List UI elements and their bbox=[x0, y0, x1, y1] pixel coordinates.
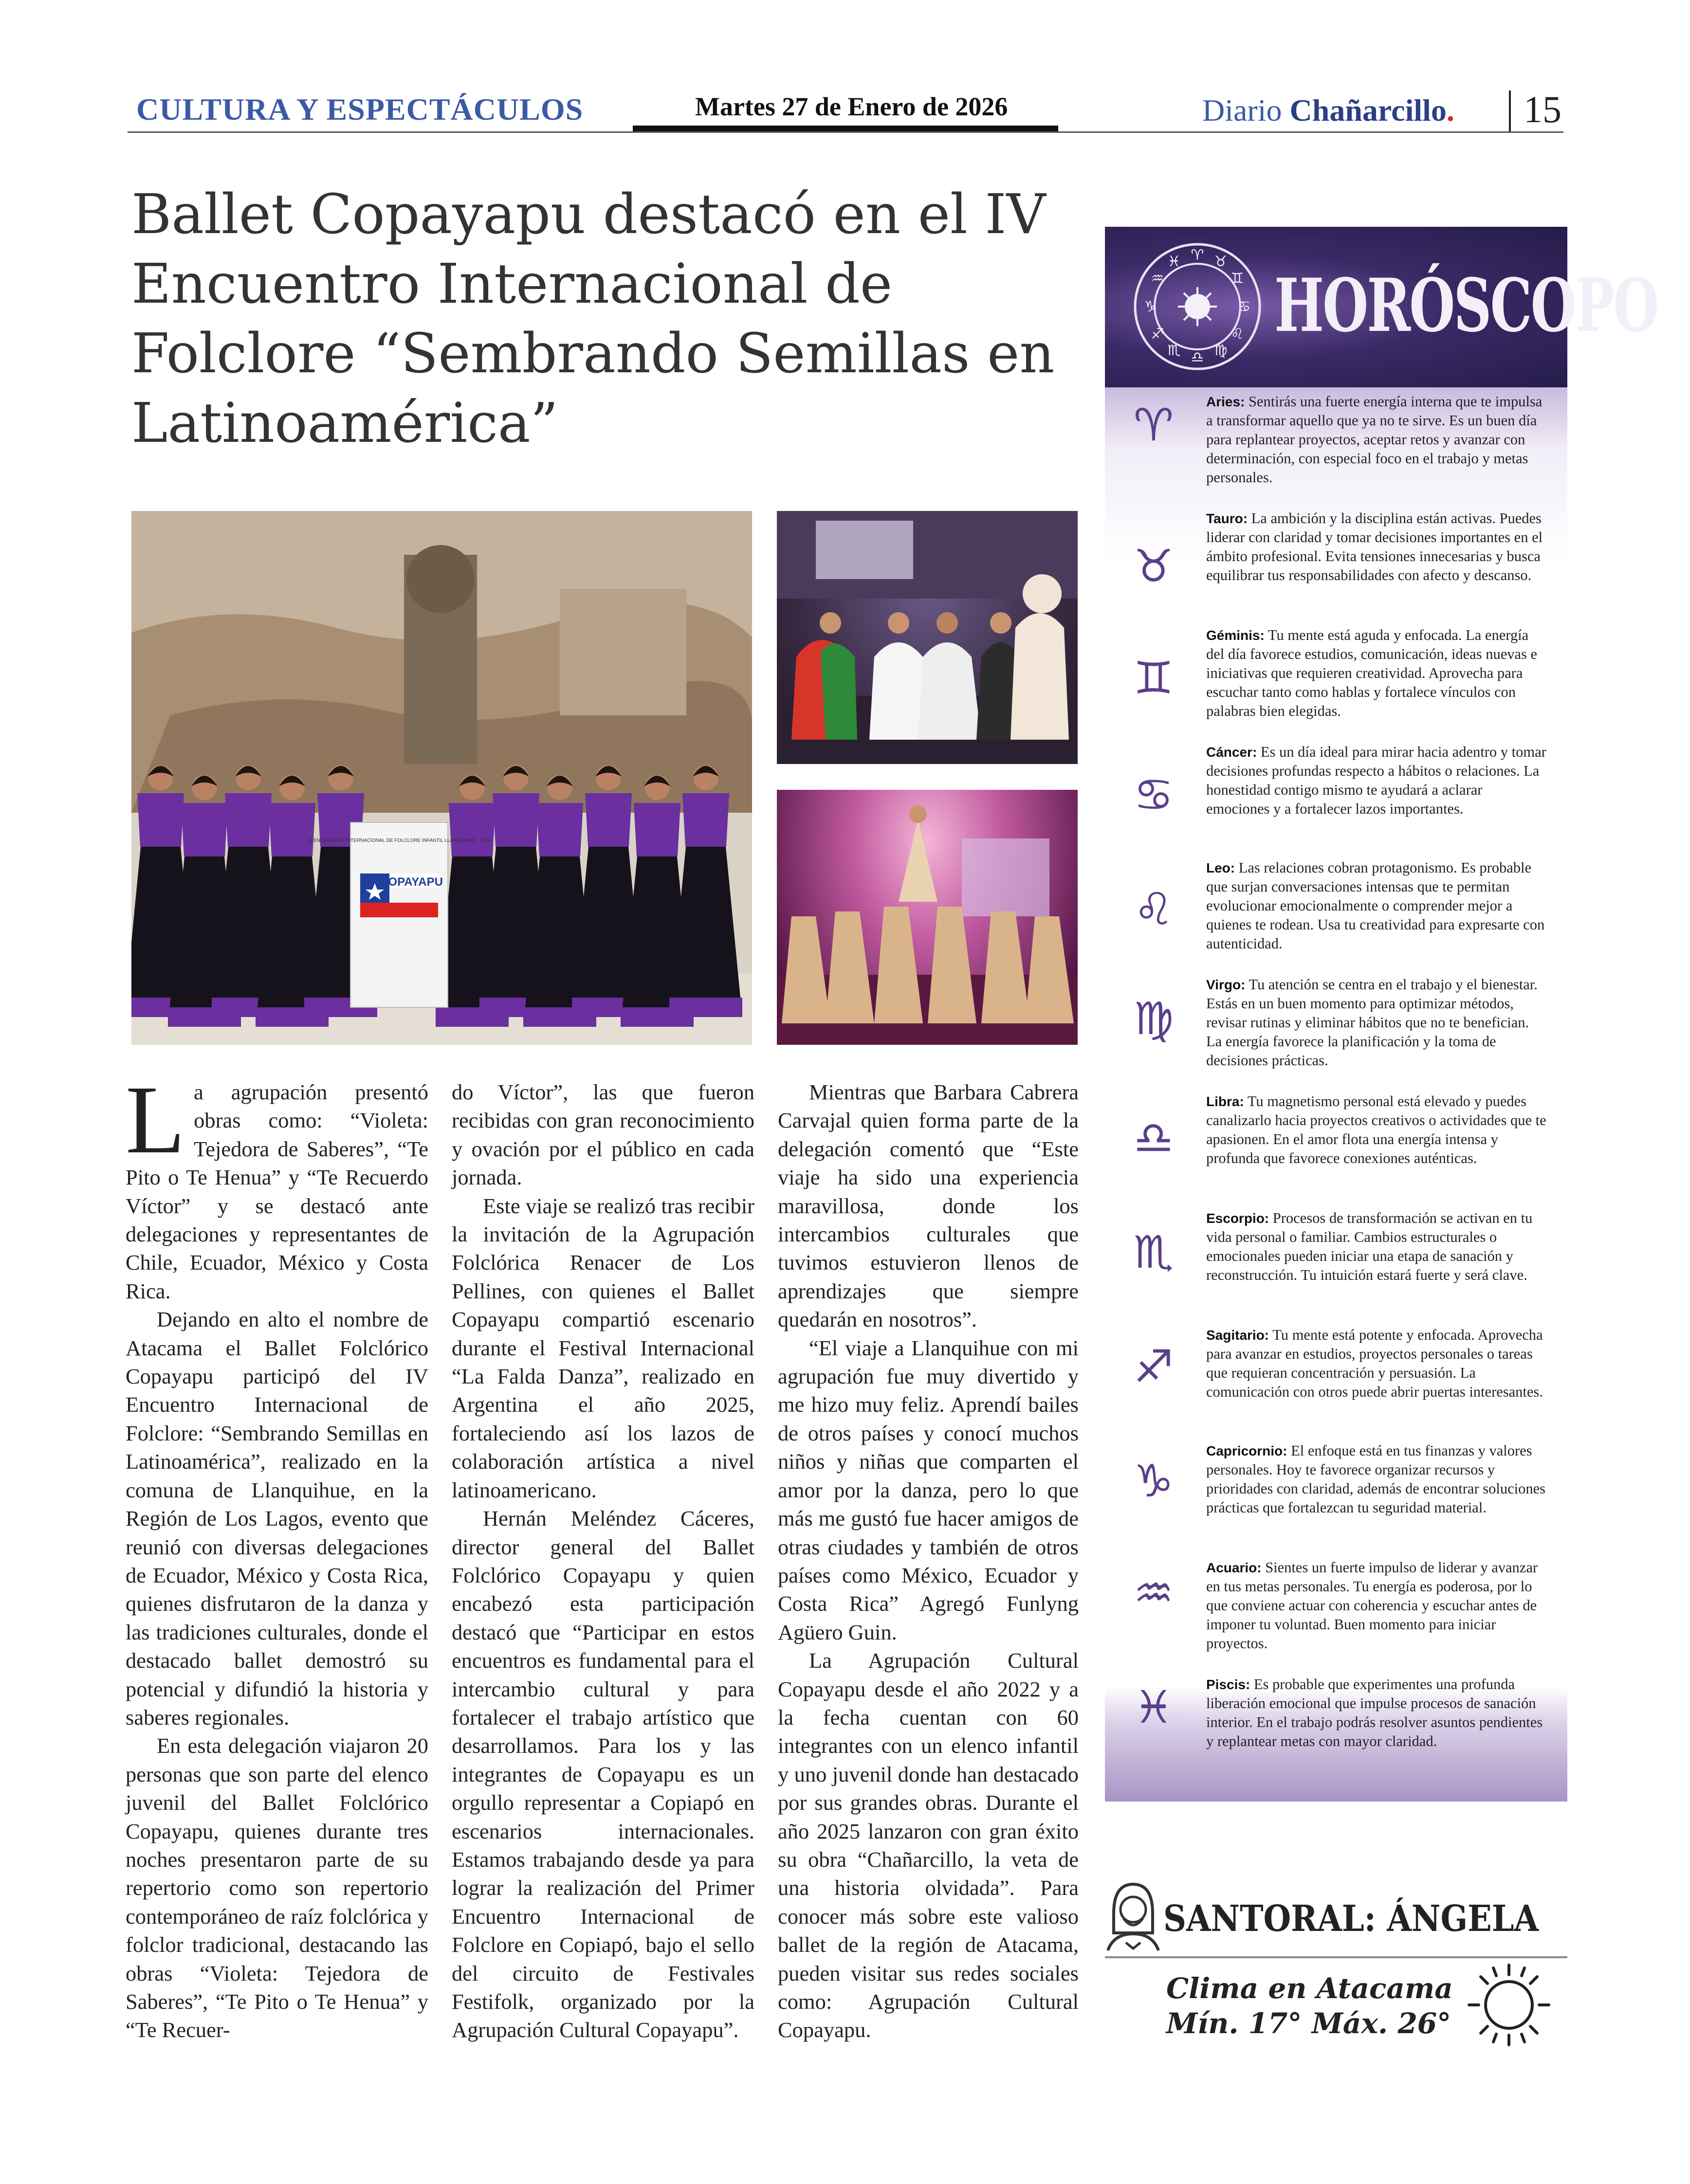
sign-text: Procesos de transformación se activan en tu vida personal o familiar. Cambios estructurales o emocionales pueden iniciar una etapa de sanación y reconstrucción. Tu intuición estará fuerte y será clave. bbox=[1206, 1210, 1533, 1283]
issue-date: Martes 27 de Enero de 2026 bbox=[695, 92, 1008, 121]
horoscope-title: HORÓSCOPO bbox=[1274, 263, 1658, 348]
saint-icon bbox=[1104, 1879, 1162, 1952]
page-number: 15 bbox=[1524, 88, 1561, 130]
sign-name: Leo: bbox=[1206, 860, 1235, 875]
horoscope-entry bbox=[1206, 392, 1547, 487]
zodiac-wheel-icon bbox=[1129, 238, 1266, 375]
header-rule bbox=[128, 131, 1563, 133]
santoral-rule bbox=[1105, 1956, 1567, 1958]
newspaper-dot: . bbox=[1446, 93, 1454, 127]
dancer-blouse bbox=[269, 803, 315, 856]
sign-text: Tu magnetismo personal está elevado y puedes canalizarlo hacia proyectos creativos o actividades que te apasionen. En el amor flota una energía intensa y profunda que favorece conexiones auténticas. bbox=[1206, 1093, 1546, 1166]
svg-text:♏: ♏ bbox=[1167, 342, 1181, 359]
stage-photo-performance bbox=[777, 790, 1078, 1045]
dancer-blouse bbox=[536, 803, 583, 856]
sign-text: Es probable que experimentes una profunda liberación emocional que impulse procesos de sanación interior. En el trabajo podrás resolver asuntos pendientes y replantear metas con mayor claridad. bbox=[1206, 1676, 1543, 1749]
section-title: CULTURA Y ESPECTÁCULOS bbox=[136, 92, 584, 127]
horoscope-entry bbox=[1206, 858, 1547, 953]
newspaper-prefix: Diario bbox=[1202, 93, 1290, 127]
virgo-icon: ♍ bbox=[1133, 993, 1174, 1045]
santoral-title: SANTORAL: ÁNGELA bbox=[1163, 1898, 1539, 1940]
dancer-blouse bbox=[493, 793, 539, 847]
horoscope-entry bbox=[1206, 1675, 1547, 1751]
sign-text: Tu atención se centra en el trabajo y el bienestar. Estás en un buen momento para optimizar métodos, revisar rutinas y eliminar hábitos que no te benefician. La energía favorece la planificación y la toma de decisiones prácticas. bbox=[1206, 976, 1538, 1069]
sign-name: Géminis: bbox=[1206, 628, 1265, 643]
svg-text:♌: ♌ bbox=[1231, 326, 1244, 343]
svg-text:♍: ♍ bbox=[1214, 342, 1228, 359]
dancer-blouse bbox=[181, 803, 228, 856]
sign-text: El enfoque está en tus finanzas y valores personales. Hoy te favorece organizar recursos y prioridades con claridad, además de encontrar soluciones prácticas que fortalezcan tu seguridad material. bbox=[1206, 1442, 1545, 1516]
article-paragraph: do Víctor”, las que fueron recibidas con gran reconocimiento y ovación por el público en cada jornada. bbox=[452, 1080, 754, 1190]
svg-text:♒: ♒ bbox=[1151, 270, 1164, 287]
sign-name: Libra: bbox=[1206, 1094, 1244, 1109]
newspaper-name bbox=[1202, 92, 1454, 128]
cancer-icon: ♋ bbox=[1133, 769, 1174, 821]
taurus-icon: ♉ bbox=[1133, 540, 1174, 592]
sign-text: Las relaciones cobran protagonismo. Es probable que surjan conversaciones intensas que te permitan evolucionar emocionalmente o comprender mejor a quienes te rodean. Usa tu creatividad para expresarte con autenticidad. bbox=[1206, 859, 1545, 952]
svg-text:♉: ♉ bbox=[1214, 253, 1228, 270]
horoscope-entry bbox=[1206, 626, 1547, 721]
svg-text:♎: ♎ bbox=[1191, 349, 1204, 366]
horoscope-entry bbox=[1206, 743, 1547, 819]
svg-text:♊: ♊ bbox=[1231, 270, 1244, 287]
dancer-blouse bbox=[634, 803, 680, 856]
article-paragraph: Dejando en alto el nombre de Atacama el Ballet Folclórico Copayapu participó del IV Encuentro Internacional de Folclore: “Sembrando Semillas en Latinoamérica”, realizado en la comuna de Llanquihue, en la Región de Los Lagos, evento que reunió con diversas delegaciones de Ecuador, México y Costa Rica, quienes disfrutaron de la danza y las tradiciones culturales, donde el destacado ballet demostró su potencial y difundió la historia y saberes regionales. bbox=[126, 1307, 428, 1729]
dancer-blouse bbox=[137, 793, 184, 847]
weather-title: Clima en Atacama bbox=[1166, 1972, 1453, 2005]
sign-text: Tu mente está potente y enfocada. Aprovecha para avanzar en estudios, proyectos personales o tareas que requieran concentración y persuasión. La comunicación con otros puede abrir puertas interesantes. bbox=[1206, 1327, 1543, 1400]
stage-photo-performance-illustration bbox=[777, 790, 1078, 1045]
dancer-blouse bbox=[449, 803, 496, 856]
aquarius-icon: ♒ bbox=[1133, 1567, 1174, 1619]
article-headline: Ballet Copayapu destacó en el IV Encuentro Internacional de Folclore “Sembrando Semillas en Latinoamérica” bbox=[131, 183, 1055, 455]
horoscope-entry bbox=[1206, 975, 1547, 1070]
banner-small-text: IV ENCUENTRO INTERNACIONAL DE FOLCLORE INFANTIL LLANQUIHUE · 2026 bbox=[307, 838, 491, 843]
banner-copayapu-text: COPAYAPU bbox=[380, 875, 443, 889]
horoscope-entry bbox=[1206, 1326, 1547, 1401]
dancer-blouse bbox=[682, 793, 729, 847]
newspaper-brand: Chañarcillo bbox=[1289, 93, 1447, 127]
sign-name: Cáncer: bbox=[1206, 745, 1257, 760]
article-paragraph: Este viaje se realizó tras recibir la invitación de la Agrupación Folclórica Renacer de Los Pellines, con quienes el Ballet Copayapu compartió escenario durante el Festival Internacional “La Falda Danza”, realizado en Argentina el año 2025, fortaleciendo así los lazos de colaboración artística a nivel latinoamericano. bbox=[452, 1193, 754, 1502]
gemini-icon: ♊ bbox=[1133, 652, 1174, 704]
sign-name: Virgo: bbox=[1206, 977, 1246, 992]
sign-name: Piscis: bbox=[1206, 1677, 1250, 1692]
sign-text: Tu mente está aguda y enfocada. La energía del día favorece estudios, comunicación, ideas nuevas e iniciativas que requieren creatividad. Aprovecha para escuchar tanto como hablas y fortalece vínculos con palabras bien elegidas. bbox=[1206, 627, 1538, 719]
stage-photo-costumes-illustration bbox=[777, 511, 1078, 764]
article-column-3 bbox=[778, 1078, 1079, 2044]
article-paragraph: Hernán Meléndez Cáceres, director general del Ballet Folclórico Copayapu y quien encabezó esta participación destacó que “Participar en estos encuentros es fundamental para el intercambio cultural y para fortalecer el trabajo artístico que desarrollamos. Para los y las integrantes de Copayapu es un orgullo representar a Copiapó en escenarios internacionales. Estamos trabajando desde ya para lograr la realización del Primer Encuentro Internacional de Folclore en Copiapó, bajo el sello del circuito de Festivales Festifolk, organizado por la Agrupación Cultural Copayapu”. bbox=[452, 1506, 754, 2042]
sign-text: Sentirás una fuerte energía interna que te impulsa a transformar aquello que ya no te sirve. Es un buen día para replantear proyectos, aceptar retos y avanzar con determinación, con especial foco en el trabajo y metas personales. bbox=[1206, 393, 1543, 486]
article-column-1 bbox=[126, 1066, 428, 2044]
svg-text:♐: ♐ bbox=[1151, 326, 1164, 343]
pisces-icon: ♓ bbox=[1133, 1681, 1174, 1733]
scorpio-icon: ♏ bbox=[1133, 1226, 1174, 1278]
horoscope-entry bbox=[1206, 509, 1547, 585]
article-paragraph: Mientras que Barbara Cabrera Carvajal quien forma parte de la delegación comentó que “Este viaje ha sido una experiencia maravillosa, donde los intercambios culturales que tuvimos estuvieron llenos de aprendizajes que siempre quedarán en nosotros”. bbox=[778, 1080, 1079, 1332]
svg-text:♈: ♈ bbox=[1191, 247, 1204, 264]
dancer-blouse bbox=[225, 793, 272, 847]
capricorn-icon: ♑ bbox=[1133, 1455, 1174, 1507]
article-column-2 bbox=[452, 1078, 754, 2044]
dancer-blouse bbox=[585, 793, 632, 847]
weather-temperatures: Mín. 17° Máx. 26° bbox=[1166, 2007, 1451, 2040]
horoscope-entry bbox=[1206, 1092, 1547, 1168]
svg-text:♑: ♑ bbox=[1144, 298, 1157, 315]
svg-text:♓: ♓ bbox=[1167, 253, 1181, 270]
sagittarius-icon: ♐ bbox=[1133, 1341, 1174, 1393]
horoscope-entry bbox=[1206, 1441, 1547, 1517]
horoscope-entry bbox=[1206, 1209, 1547, 1285]
article-paragraph: a agrupación presentó obras como: “Violeta: Tejedora de Saberes”, “Te Pito o Te Henua” y “Te Recuerdo Víctor” y se destacó ante delegaciones y representantes de Chile, Ecuador, México y Costa Rica. bbox=[126, 1080, 428, 1303]
sign-text: La ambición y la disciplina están activas. Puedes liderar con claridad y tomar decisiones importantes en el ámbito profesional. Evita tensiones innecesarias y busca equilibrar tus responsabilidades con afecto y descanso. bbox=[1206, 510, 1543, 583]
sign-text: Es un día ideal para mirar hacia adentro y tomar decisiones profundas respecto a hábitos o relaciones. La honestidad contigo mismo te ayudará a aclarar emociones y a fortalecer lazos importantes. bbox=[1206, 744, 1546, 817]
stage-photo-costumes bbox=[777, 511, 1078, 764]
sign-name: Aries: bbox=[1206, 394, 1245, 409]
article-paragraph: La Agrupación Cultural Copayapu desde el año 2022 y a la fecha cuentan con 60 integrantes con un elenco infantil y uno juvenil donde han destacado por sus grandes obras. Durante el año 2025 lanzaron con gran éxito su obra “Chañarcillo, la veta de una historia olvidada”. Para conocer más sobre este valioso ballet de la región de Atacama, pueden visitar sus redes sociales como: Agrupación Cultural Copayapu. bbox=[778, 1648, 1079, 2042]
sign-name: Capricornio: bbox=[1206, 1443, 1287, 1458]
group-photo bbox=[131, 511, 752, 1045]
sun-icon bbox=[1465, 1961, 1553, 2049]
date-underline bbox=[633, 126, 1058, 131]
horoscope-entry bbox=[1206, 1558, 1547, 1653]
group-photo-illustration bbox=[131, 511, 752, 1045]
sign-name: Tauro: bbox=[1206, 511, 1248, 526]
sign-text: Sientes un fuerte impulso de liderar y avanzar en tus metas personales. Tu energía es poderosa, por lo que conviene actuar con coherencia y escuchar antes de imponer tu voluntad. Buen momento para iniciar proyectos. bbox=[1206, 1559, 1538, 1652]
page-number-separator bbox=[1509, 91, 1511, 131]
svg-text:♋: ♋ bbox=[1237, 298, 1251, 315]
article-paragraph: “El viaje a Llanquihue con mi agrupación fue muy divertido y me hizo muy feliz. Aprendí bailes de otros países y conocí muchos niños y niñas que comparten el amor por la danza, pero lo que más me gustó fue hacer amigos de otras ciudades y también de otros países como México, Ecuador y Costa Rica” Agregó Funlyng Agüero Guin. bbox=[778, 1335, 1079, 1644]
libra-icon: ♎ bbox=[1133, 1112, 1174, 1164]
drop-cap: L bbox=[126, 1066, 185, 1174]
dancer-skirt-hem bbox=[669, 998, 742, 1017]
leo-icon: ♌ bbox=[1133, 883, 1174, 935]
sign-name: Sagitario: bbox=[1206, 1328, 1269, 1343]
sign-name: Escorpio: bbox=[1206, 1211, 1269, 1226]
article-paragraph: En esta delegación viajaron 20 personas que son parte del elenco juvenil del Ballet Folclórico Copayapu, quienes durante tres noches presentaron parte de su repertorio como son repertorio contemporáneo de raíz folclórica y folclor tradicional, destacando las obras “Violeta: Tejedora de Saberes”, “Te Pito o Te Henua” y “Te Recuer- bbox=[126, 1733, 428, 2042]
aries-icon: ♈ bbox=[1133, 399, 1174, 451]
sign-name: Acuario: bbox=[1206, 1560, 1262, 1575]
